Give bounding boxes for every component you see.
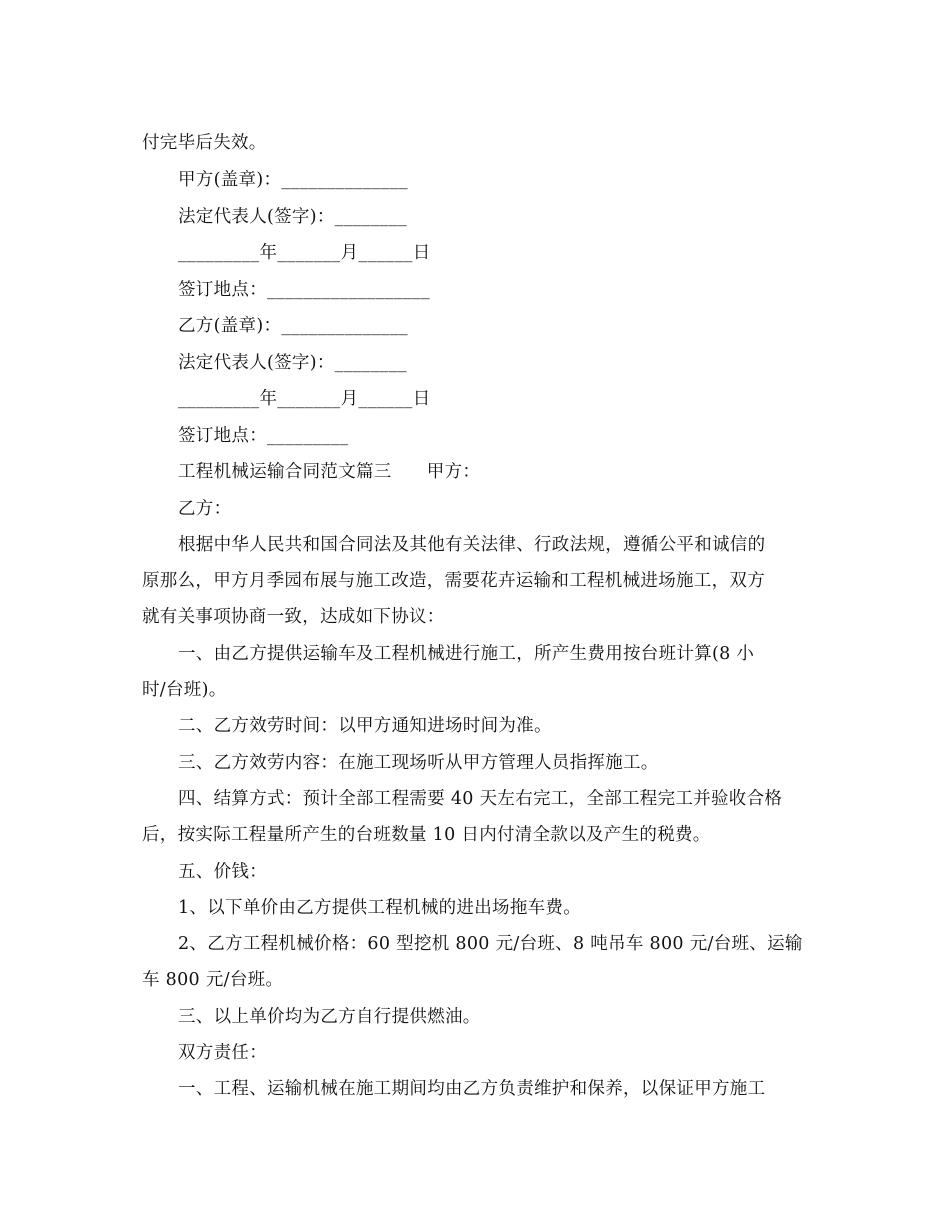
text-line: 二、乙方效劳时间：以甲方通知进场时间为准。 (178, 716, 552, 736)
text-line: 根据中华人民共和国合同法及其他有关法律、行政法规，遵循公平和诚信的 (178, 535, 766, 555)
text-line: 后，按实际工程量所产生的台班数量 10 日内付清全款以及产生的税费。 (142, 825, 711, 845)
party-a-representative-line: 法定代表人(签字)：________ (178, 207, 408, 227)
text-line: 付完毕后失效。 (142, 133, 267, 153)
party-b-location-line: 签订地点：_________ (178, 426, 349, 446)
section-title-line: 工程机械运输合同范文篇三 甲方： (178, 462, 481, 482)
text-line: 就有关事项协商一致，达成如下协议： (142, 607, 445, 627)
text-line: 四、结算方式：预计全部工程需要 40 天左右完工，全部工程完工并验收合格 (178, 789, 783, 809)
party-b-seal-line: 乙方(盖章)：______________ (178, 316, 408, 336)
party-a-seal-line: 甲方(盖章)：______________ (178, 170, 408, 190)
text-line: 三、以上单价均为乙方自行提供燃油。 (178, 1007, 481, 1027)
text-line: 五、价钱： (178, 862, 267, 882)
text-line: 乙方： (178, 499, 232, 519)
text-line: 一、工程、运输机械在施工期间均由乙方负责维护和保养，以保证甲方施工 (178, 1079, 766, 1099)
text-line: 一、由乙方提供运输车及工程机械进行施工，所产生费用按台班计算(8 小 (178, 644, 755, 664)
party-a-location-line: 签订地点：__________________ (178, 280, 430, 300)
text-line: 双方责任： (178, 1043, 267, 1063)
text-line: 原那么，甲方月季园布展与施工改造，需要花卉运输和工程机械进场施工，双方 (142, 571, 765, 591)
party-b-representative-line: 法定代表人(签字)：________ (178, 353, 408, 373)
party-a-date-line: _________年_______月______日 (178, 243, 431, 263)
text-line: 三、乙方效劳内容：在施工现场听从甲方管理人员指挥施工。 (178, 753, 659, 773)
party-b-date-line: _________年_______月______日 (178, 389, 431, 409)
text-line: 1、以下单价由乙方提供工程机械的进出场拖车费。 (178, 898, 582, 918)
text-line: 时/台班)。 (142, 680, 227, 700)
text-line: 车 800 元/台班。 (142, 970, 284, 990)
text-line: 2、乙方工程机械价格：60 型挖机 800 元/台班、8 吨吊车 800 元/台班、运输 (178, 934, 803, 954)
